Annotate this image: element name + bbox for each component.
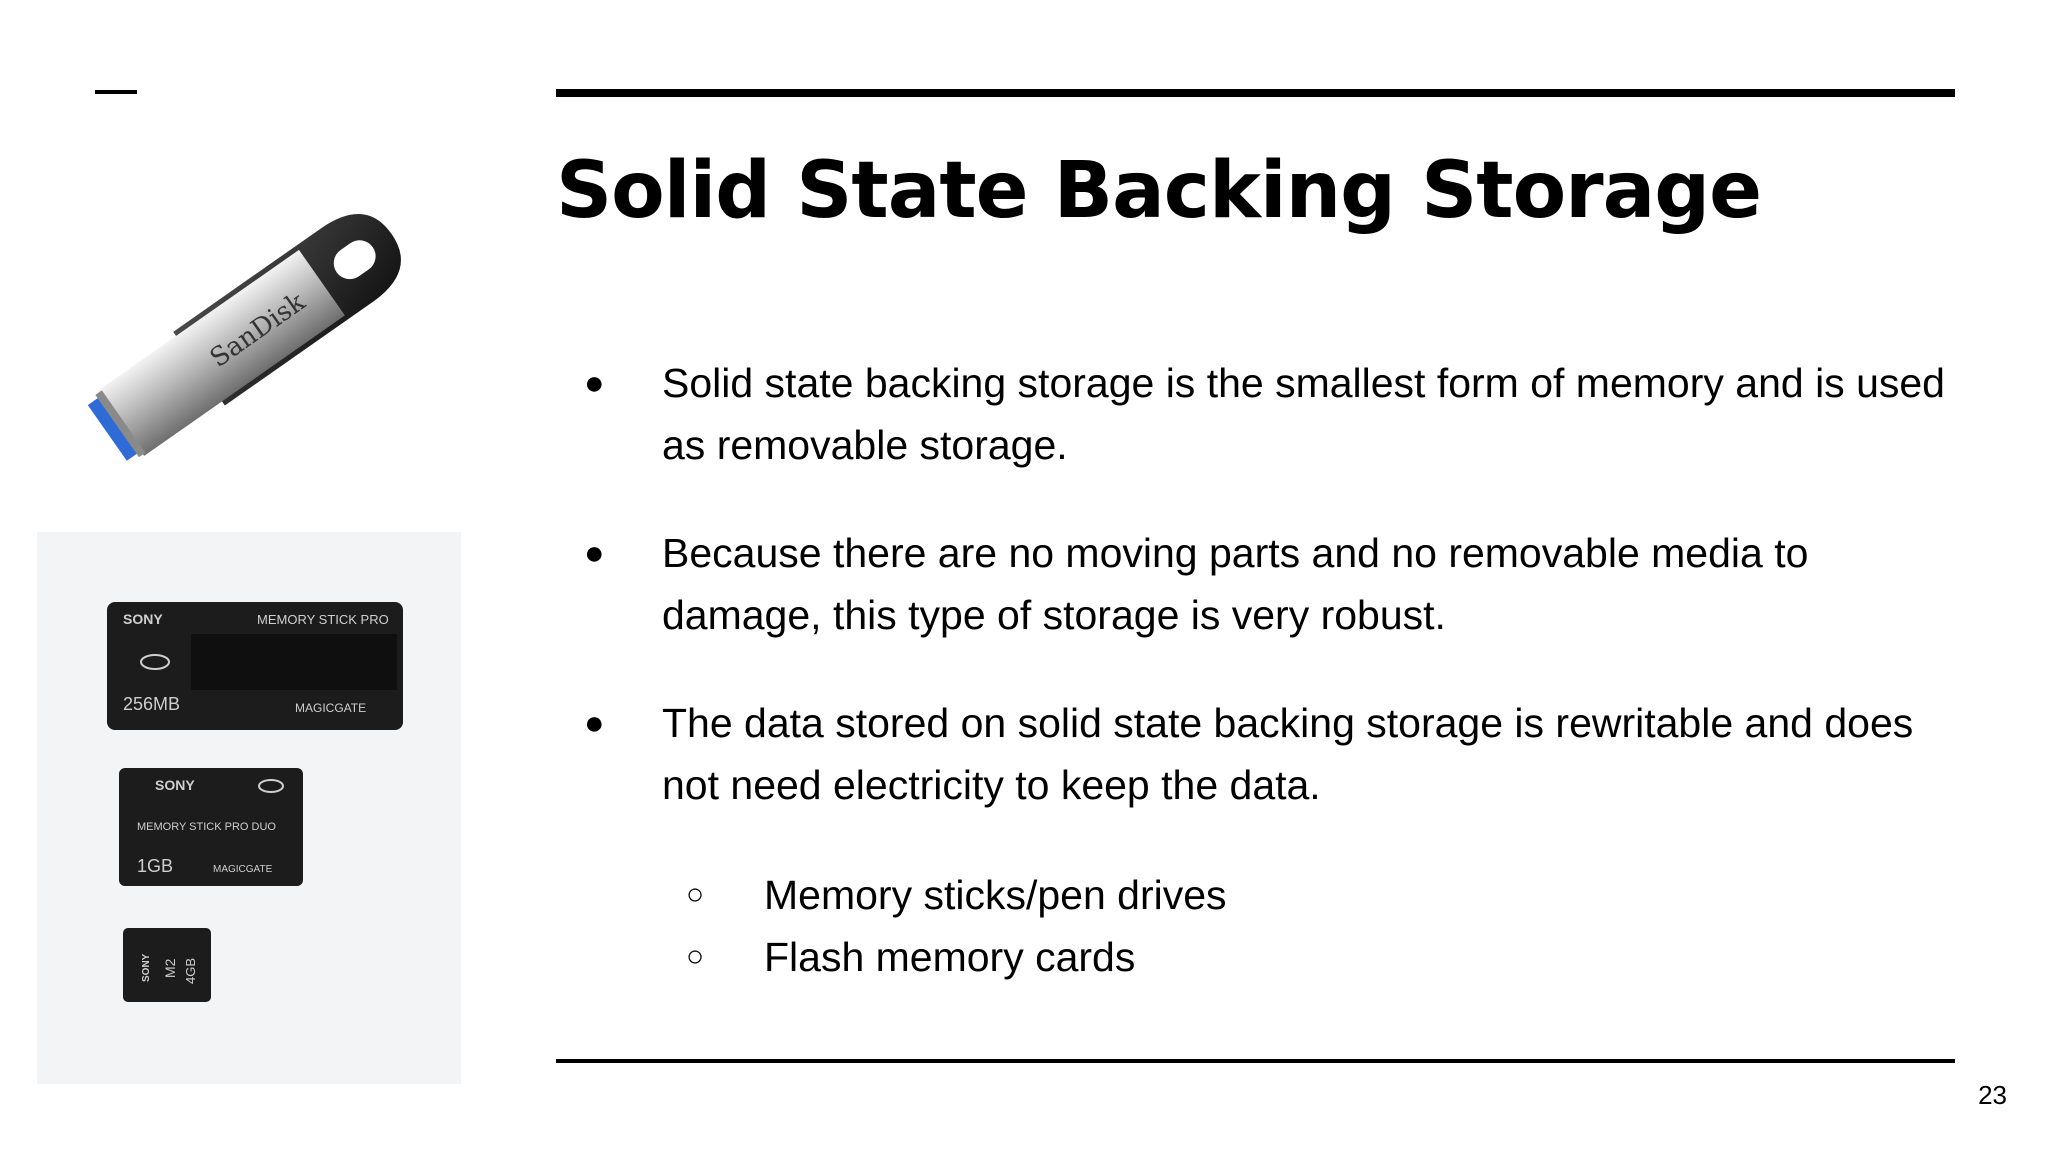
sub-bullet-marker: ○ — [686, 878, 705, 911]
bullet-marker: ● — [584, 364, 605, 402]
bullet-text: Solid state backing storage is the smallest form of memory and is used as removable storage. — [662, 360, 1945, 468]
svg-text:SONY: SONY — [123, 611, 163, 627]
sub-bullet-item — [686, 864, 1227, 926]
bullet-text: Because there are no moving parts and no removable media to damage, this type of storage is very robust. — [662, 530, 1809, 638]
bullet-item — [556, 522, 1956, 646]
sub-bullet-item — [686, 926, 1227, 988]
footer-rule — [556, 1059, 1955, 1063]
corner-dash — [95, 90, 137, 94]
sub-bullet-marker: ○ — [686, 940, 705, 973]
svg-text:MAGICGATE: MAGICGATE — [213, 864, 273, 875]
bullet-item — [556, 352, 1956, 476]
svg-text:4GB: 4GB — [183, 957, 198, 984]
page-number: 23 — [1978, 1080, 2007, 1110]
memory-stick-pro-duo-card — [119, 768, 303, 886]
memory-stick-pro-card — [107, 602, 403, 730]
bullet-text: The data stored on solid state backing storage is rewritable and does not need electricity to keep the data. — [662, 700, 1914, 808]
memory-stick-micro-card — [123, 928, 211, 1002]
usb-flash-drive-image — [40, 200, 440, 480]
svg-text:SONY: SONY — [155, 777, 195, 793]
memory-cards-image — [37, 532, 461, 1084]
sub-bullet-list — [686, 864, 1227, 988]
svg-text:SONY: SONY — [141, 953, 152, 982]
svg-text:MAGICGATE: MAGICGATE — [295, 701, 367, 715]
title-top-rule — [556, 89, 1955, 97]
slide-title: Solid State Backing Storage — [556, 146, 1762, 236]
sub-bullet-text: Flash memory cards — [764, 934, 1136, 980]
svg-text:1GB: 1GB — [137, 856, 174, 876]
svg-text:MEMORY STICK PRO: MEMORY STICK PRO — [257, 612, 389, 627]
usb-brand-label: SanDisk — [204, 287, 311, 374]
svg-text:256MB: 256MB — [123, 694, 181, 714]
bullet-marker: ● — [584, 534, 605, 572]
bullet-list — [556, 352, 1956, 862]
bullet-marker: ● — [584, 704, 605, 742]
svg-text:M2: M2 — [162, 958, 178, 978]
sub-bullet-text: Memory sticks/pen drives — [764, 872, 1227, 918]
bullet-item — [556, 692, 1956, 816]
svg-text:MEMORY STICK PRO DUO: MEMORY STICK PRO DUO — [137, 821, 276, 833]
